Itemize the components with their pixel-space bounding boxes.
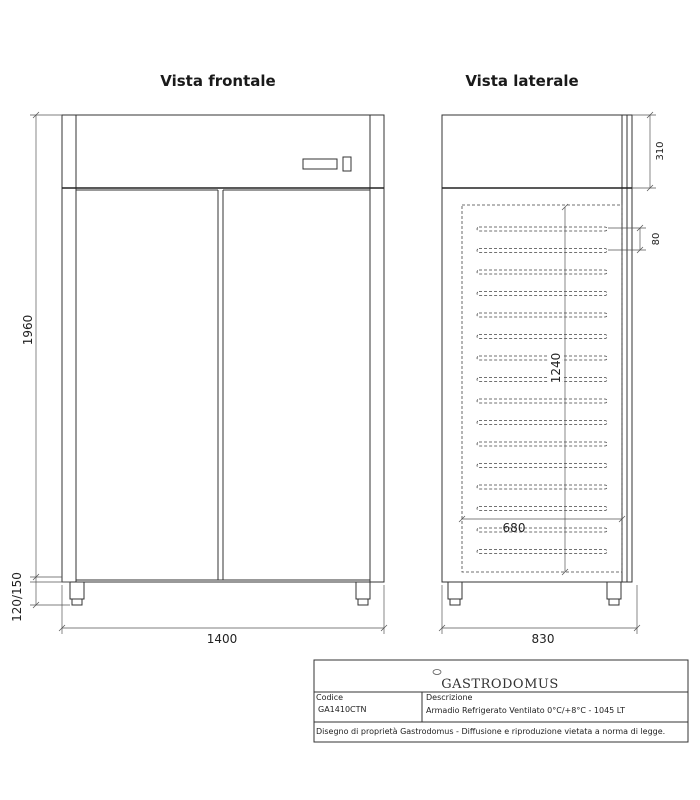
gastrodomus-logo [433, 670, 559, 693]
shelf [477, 335, 607, 339]
width-label: 1400 [206, 632, 238, 646]
shelf [477, 464, 607, 468]
description-label: Descrizione [426, 693, 473, 702]
side-view [442, 115, 632, 605]
shelf [477, 270, 607, 274]
top-panel-dimension [632, 112, 666, 191]
control-display [303, 159, 337, 169]
shelf [477, 399, 607, 403]
side-foot-left [448, 582, 462, 599]
shelf [477, 356, 607, 360]
code-label: Codice [316, 693, 344, 702]
brand-name: GASTRODOMUS [441, 677, 559, 692]
shelf [477, 249, 607, 253]
shelf-pitch-dimension [608, 225, 662, 253]
height-label: 1960 [21, 314, 35, 346]
ownership-footer: Disegno di proprietà Gastrodomus - Diffusione e riproduzione vietata a norma di legge. [316, 727, 666, 736]
interior-height-label: 1240 [549, 352, 563, 384]
shelf [477, 378, 607, 382]
front-view-title: Vista frontale [160, 72, 276, 90]
feet-dimension [10, 572, 70, 622]
shelf [477, 550, 607, 554]
code-value: GA1410CTN [318, 705, 367, 714]
shelf [477, 485, 607, 489]
shelf [477, 507, 607, 511]
front-foot-left [70, 582, 84, 599]
shelf [477, 227, 607, 231]
top-panel-label: 310 [655, 141, 666, 161]
side-cabinet-outline [442, 115, 632, 582]
shelf [477, 421, 607, 425]
side-depth-dimension [439, 585, 640, 646]
shelf [477, 292, 607, 296]
front-foot-right [356, 582, 370, 599]
front-width-dimension [59, 585, 387, 646]
shelf-pitch-label: 80 [651, 232, 662, 246]
shelf-group [477, 227, 607, 554]
front-height-dimension [21, 112, 62, 580]
control-switch [343, 157, 351, 171]
front-view [62, 115, 384, 605]
feet-label: 120/150 [10, 572, 24, 622]
side-foot-right [607, 582, 621, 599]
interior-compartment [462, 205, 622, 572]
depth-label: 830 [531, 632, 555, 646]
title-block [314, 660, 688, 742]
shelf [477, 442, 607, 446]
shelf [477, 313, 607, 317]
interior-depth-label: 680 [502, 521, 526, 535]
shelf [477, 528, 607, 532]
description-value: Armadio Refrigerato Ventilato 0°C/+8°C - 1045 LT [426, 706, 626, 715]
side-view-title: Vista laterale [465, 72, 579, 90]
